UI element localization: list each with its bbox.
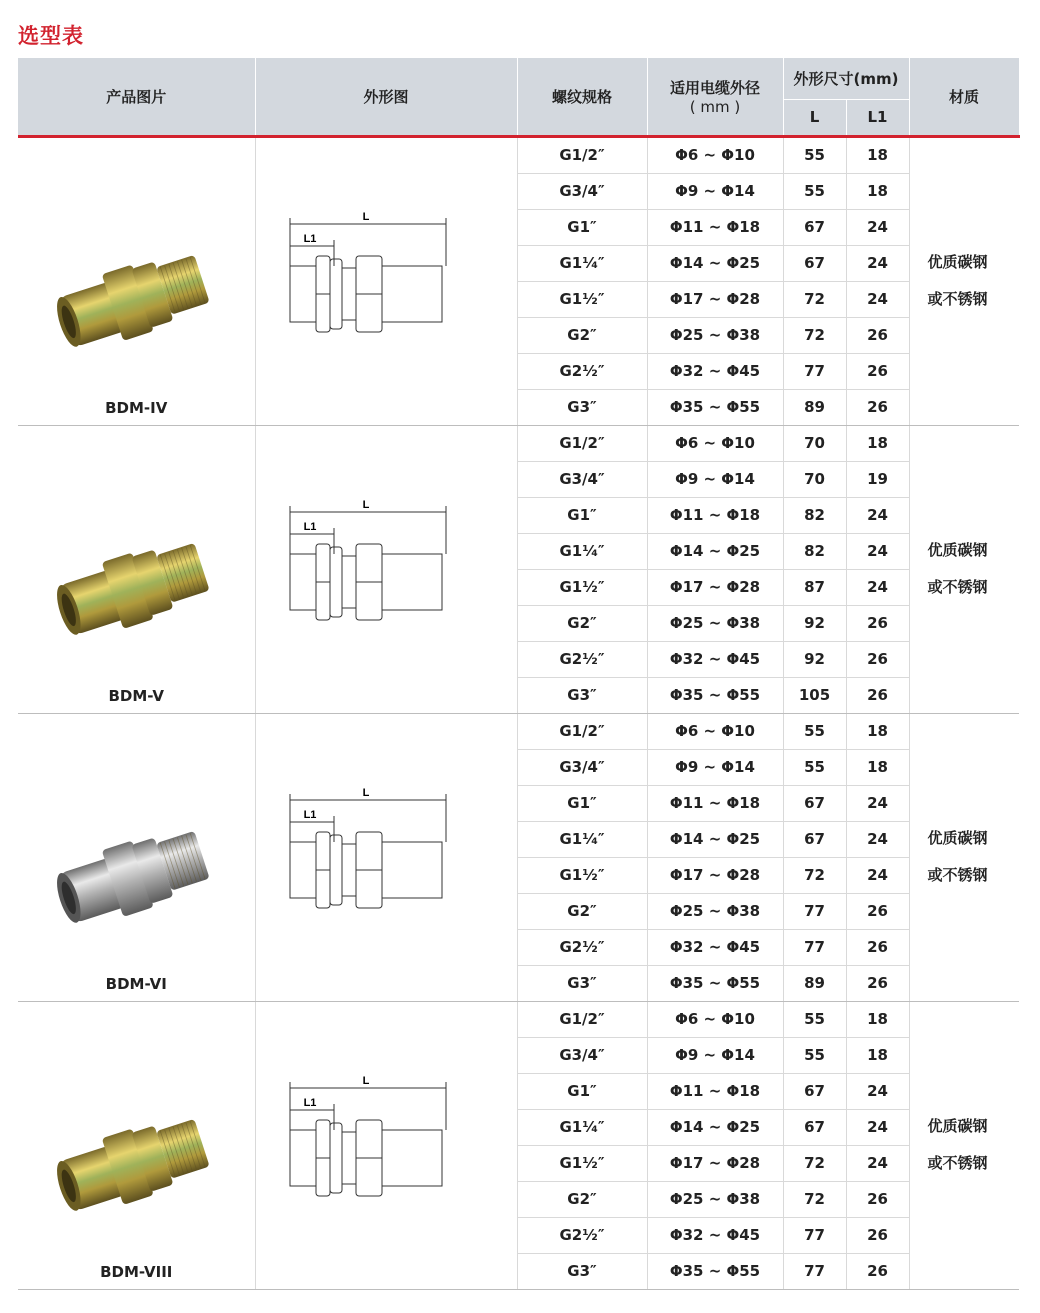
table-row: [18, 713, 1019, 749]
product-photo: [41, 229, 231, 369]
cable-od-cell: Φ17 ~ Φ28: [647, 1145, 783, 1181]
dim-l-cell: 67: [783, 821, 846, 857]
thread-spec-cell: G2¹⁄₂″: [517, 353, 647, 389]
thread-spec-cell: G1/2″: [517, 136, 647, 173]
thread-spec-cell: G2¹⁄₂″: [517, 929, 647, 965]
dim-l-cell: 89: [783, 965, 846, 1001]
dim-l-cell: 105: [783, 677, 846, 713]
dim-l-cell: 77: [783, 929, 846, 965]
dim-l-cell: 55: [783, 1037, 846, 1073]
dim-l-cell: 55: [783, 749, 846, 785]
thread-spec-cell: G3/4″: [517, 461, 647, 497]
table-body: [18, 136, 1019, 1289]
dim-l1-cell: 24: [846, 533, 909, 569]
cable-od-cell: Φ14 ~ Φ25: [647, 1109, 783, 1145]
thread-spec-cell: G1¹⁄₄″: [517, 821, 647, 857]
dim-l1-cell: 26: [846, 389, 909, 425]
model-name: BDM-VIII: [100, 1262, 173, 1281]
material-line2: 或不锈钢: [927, 290, 988, 308]
thread-spec-cell: G1¹⁄₄″: [517, 245, 647, 281]
cable-od-cell: Φ17 ~ Φ28: [647, 569, 783, 605]
cable-od-cell: Φ25 ~ Φ38: [647, 1181, 783, 1217]
dim-l-cell: 72: [783, 857, 846, 893]
thread-spec-cell: G3″: [517, 965, 647, 1001]
thread-spec-cell: G2″: [517, 1181, 647, 1217]
dim-l-cell: 72: [783, 317, 846, 353]
dim-l1-cell: 19: [846, 461, 909, 497]
dim-l-cell: 77: [783, 893, 846, 929]
dim-label-l1: L1: [303, 809, 317, 821]
selection-table: [18, 58, 1020, 1290]
thread-spec-cell: G1¹⁄₂″: [517, 857, 647, 893]
dim-label-l: L: [362, 1075, 370, 1087]
cable-od-cell: Φ11 ~ Φ18: [647, 1073, 783, 1109]
outline-drawing-cell: [255, 425, 517, 713]
thread-spec-cell: G1″: [517, 1073, 647, 1109]
dim-l-cell: 67: [783, 785, 846, 821]
material-line1: 优质碳钢: [927, 829, 988, 847]
table-row: [18, 1001, 1019, 1037]
dim-l1-cell: 24: [846, 497, 909, 533]
thread-spec-cell: G3″: [517, 677, 647, 713]
dim-l1-cell: 24: [846, 1145, 909, 1181]
cable-od-cell: Φ6 ~ Φ10: [647, 425, 783, 461]
dim-l-cell: 89: [783, 389, 846, 425]
dim-l1-cell: 26: [846, 677, 909, 713]
dim-l-cell: 92: [783, 605, 846, 641]
cable-od-cell: Φ35 ~ Φ55: [647, 1253, 783, 1289]
dim-l-cell: 92: [783, 641, 846, 677]
table-row: [18, 425, 1019, 461]
dim-label-l: L: [362, 211, 370, 223]
cable-od-cell: Φ32 ~ Φ45: [647, 1217, 783, 1253]
header-dimensions: 外形尺寸(mm): [783, 58, 909, 99]
product-image-cell: [18, 136, 255, 425]
dim-l1-cell: 18: [846, 173, 909, 209]
thread-spec-cell: G1¹⁄₄″: [517, 533, 647, 569]
dim-l-cell: 70: [783, 425, 846, 461]
cable-od-cell: Φ14 ~ Φ25: [647, 245, 783, 281]
cable-od-cell: Φ6 ~ Φ10: [647, 136, 783, 173]
dim-l1-cell: 24: [846, 569, 909, 605]
dim-l1-cell: 24: [846, 209, 909, 245]
dim-l-cell: 87: [783, 569, 846, 605]
thread-spec-cell: G1/2″: [517, 425, 647, 461]
cable-od-cell: Φ9 ~ Φ14: [647, 749, 783, 785]
dim-l1-cell: 26: [846, 641, 909, 677]
cable-od-cell: Φ32 ~ Φ45: [647, 353, 783, 389]
table-row: [18, 136, 1019, 173]
dim-label-l1: L1: [303, 521, 317, 533]
dim-l-cell: 55: [783, 1001, 846, 1037]
cable-od-cell: Φ11 ~ Φ18: [647, 497, 783, 533]
material-cell: [909, 1001, 1019, 1289]
dim-l1-cell: 26: [846, 929, 909, 965]
dim-label-l: L: [362, 499, 370, 511]
header-thread-spec: 螺纹规格: [517, 58, 647, 136]
dim-l1-cell: 24: [846, 1109, 909, 1145]
product-image-cell: [18, 425, 255, 713]
thread-spec-cell: G1″: [517, 785, 647, 821]
cable-od-cell: Φ14 ~ Φ25: [647, 821, 783, 857]
dim-l1-cell: 24: [846, 857, 909, 893]
dim-l1-cell: 24: [846, 821, 909, 857]
dim-l1-cell: 26: [846, 317, 909, 353]
dim-l-cell: 77: [783, 353, 846, 389]
header-product-image: 产品图片: [18, 58, 255, 136]
cable-od-cell: Φ17 ~ Φ28: [647, 281, 783, 317]
header-l1: L1: [846, 99, 909, 136]
dim-l-cell: 77: [783, 1217, 846, 1253]
thread-spec-cell: G1″: [517, 209, 647, 245]
dim-l-cell: 55: [783, 173, 846, 209]
dim-l1-cell: 18: [846, 1037, 909, 1073]
dim-l1-cell: 26: [846, 893, 909, 929]
cable-od-cell: Φ14 ~ Φ25: [647, 533, 783, 569]
dim-label-l: L: [362, 787, 370, 799]
outline-drawing-cell: [255, 713, 517, 1001]
thread-spec-cell: G3/4″: [517, 749, 647, 785]
product-photo: [41, 805, 231, 945]
dim-l1-cell: 24: [846, 245, 909, 281]
thread-spec-cell: G1¹⁄₂″: [517, 1145, 647, 1181]
header-cable-od-line1: 适用电缆外径: [669, 78, 760, 97]
cable-od-cell: Φ32 ~ Φ45: [647, 641, 783, 677]
cable-od-cell: Φ32 ~ Φ45: [647, 929, 783, 965]
dim-l-cell: 67: [783, 245, 846, 281]
cable-od-cell: Φ17 ~ Φ28: [647, 857, 783, 893]
thread-spec-cell: G1/2″: [517, 1001, 647, 1037]
thread-spec-cell: G2″: [517, 317, 647, 353]
product-image-cell: [18, 713, 255, 1001]
thread-spec-cell: G2¹⁄₂″: [517, 1217, 647, 1253]
thread-spec-cell: G1/2″: [517, 713, 647, 749]
material-cell: [909, 713, 1019, 1001]
dim-l1-cell: 26: [846, 1217, 909, 1253]
thread-spec-cell: G3/4″: [517, 1037, 647, 1073]
material-line2: 或不锈钢: [927, 866, 988, 884]
dim-l1-cell: 26: [846, 353, 909, 389]
cable-od-cell: Φ6 ~ Φ10: [647, 713, 783, 749]
dim-l-cell: 55: [783, 136, 846, 173]
dim-l-cell: 55: [783, 713, 846, 749]
product-photo: [41, 1093, 231, 1233]
cable-od-cell: Φ9 ~ Φ14: [647, 1037, 783, 1073]
model-name: BDM-IV: [105, 398, 168, 417]
cable-od-cell: Φ25 ~ Φ38: [647, 317, 783, 353]
thread-spec-cell: G1¹⁄₂″: [517, 281, 647, 317]
dim-l-cell: 70: [783, 461, 846, 497]
outline-drawing: [286, 492, 486, 642]
model-name: BDM-VI: [105, 974, 167, 993]
material-cell: [909, 425, 1019, 713]
dim-l1-cell: 26: [846, 605, 909, 641]
product-image-cell: [18, 1001, 255, 1289]
cable-od-cell: Φ11 ~ Φ18: [647, 785, 783, 821]
product-photo: [41, 517, 231, 657]
thread-spec-cell: G1¹⁄₂″: [517, 569, 647, 605]
material-line1: 优质碳钢: [927, 541, 988, 559]
outline-drawing: [286, 204, 486, 354]
header-l: L: [783, 99, 846, 136]
dim-l1-cell: 24: [846, 785, 909, 821]
thread-spec-cell: G2″: [517, 605, 647, 641]
cable-od-cell: Φ35 ~ Φ55: [647, 965, 783, 1001]
thread-spec-cell: G3/4″: [517, 173, 647, 209]
cable-od-cell: Φ35 ~ Φ55: [647, 677, 783, 713]
thread-spec-cell: G2″: [517, 893, 647, 929]
dim-l-cell: 72: [783, 1145, 846, 1181]
dim-l1-cell: 18: [846, 713, 909, 749]
cable-od-cell: Φ25 ~ Φ38: [647, 605, 783, 641]
cable-od-cell: Φ6 ~ Φ10: [647, 1001, 783, 1037]
cable-od-cell: Φ11 ~ Φ18: [647, 209, 783, 245]
thread-spec-cell: G3″: [517, 1253, 647, 1289]
dim-l1-cell: 18: [846, 749, 909, 785]
dim-l-cell: 72: [783, 281, 846, 317]
header-outline-drawing: 外形图: [255, 58, 517, 136]
thread-spec-cell: G2¹⁄₂″: [517, 641, 647, 677]
material-line1: 优质碳钢: [927, 1117, 988, 1135]
dim-l1-cell: 18: [846, 1001, 909, 1037]
outline-drawing: [286, 780, 486, 930]
dim-label-l1: L1: [303, 233, 317, 245]
dim-l-cell: 67: [783, 1073, 846, 1109]
dim-l-cell: 77: [783, 1253, 846, 1289]
dim-l1-cell: 26: [846, 965, 909, 1001]
dim-label-l1: L1: [303, 1097, 317, 1109]
dim-l1-cell: 18: [846, 136, 909, 173]
outline-drawing-cell: [255, 136, 517, 425]
thread-spec-cell: G1¹⁄₄″: [517, 1109, 647, 1145]
material-line2: 或不锈钢: [927, 578, 988, 596]
header-cable-od: [647, 58, 783, 136]
model-name: BDM-V: [108, 686, 165, 705]
dim-l-cell: 72: [783, 1181, 846, 1217]
material-line1: 优质碳钢: [927, 253, 988, 271]
dim-l1-cell: 26: [846, 1181, 909, 1217]
cable-od-cell: Φ9 ~ Φ14: [647, 461, 783, 497]
dim-l-cell: 82: [783, 533, 846, 569]
dim-l-cell: 67: [783, 209, 846, 245]
header-material: 材质: [909, 58, 1019, 136]
thread-spec-cell: G1″: [517, 497, 647, 533]
outline-drawing: [286, 1068, 486, 1218]
header-cable-od-line2: ( mm ): [689, 97, 741, 116]
cable-od-cell: Φ9 ~ Φ14: [647, 173, 783, 209]
page-title: 选型表: [18, 24, 84, 48]
dim-l1-cell: 26: [846, 1253, 909, 1289]
dim-l-cell: 67: [783, 1109, 846, 1145]
material-line2: 或不锈钢: [927, 1154, 988, 1172]
dim-l1-cell: 24: [846, 281, 909, 317]
outline-drawing-cell: [255, 1001, 517, 1289]
thread-spec-cell: G3″: [517, 389, 647, 425]
dim-l1-cell: 18: [846, 425, 909, 461]
cable-od-cell: Φ35 ~ Φ55: [647, 389, 783, 425]
material-cell: [909, 136, 1019, 425]
cable-od-cell: Φ25 ~ Φ38: [647, 893, 783, 929]
dim-l1-cell: 24: [846, 1073, 909, 1109]
dim-l-cell: 82: [783, 497, 846, 533]
